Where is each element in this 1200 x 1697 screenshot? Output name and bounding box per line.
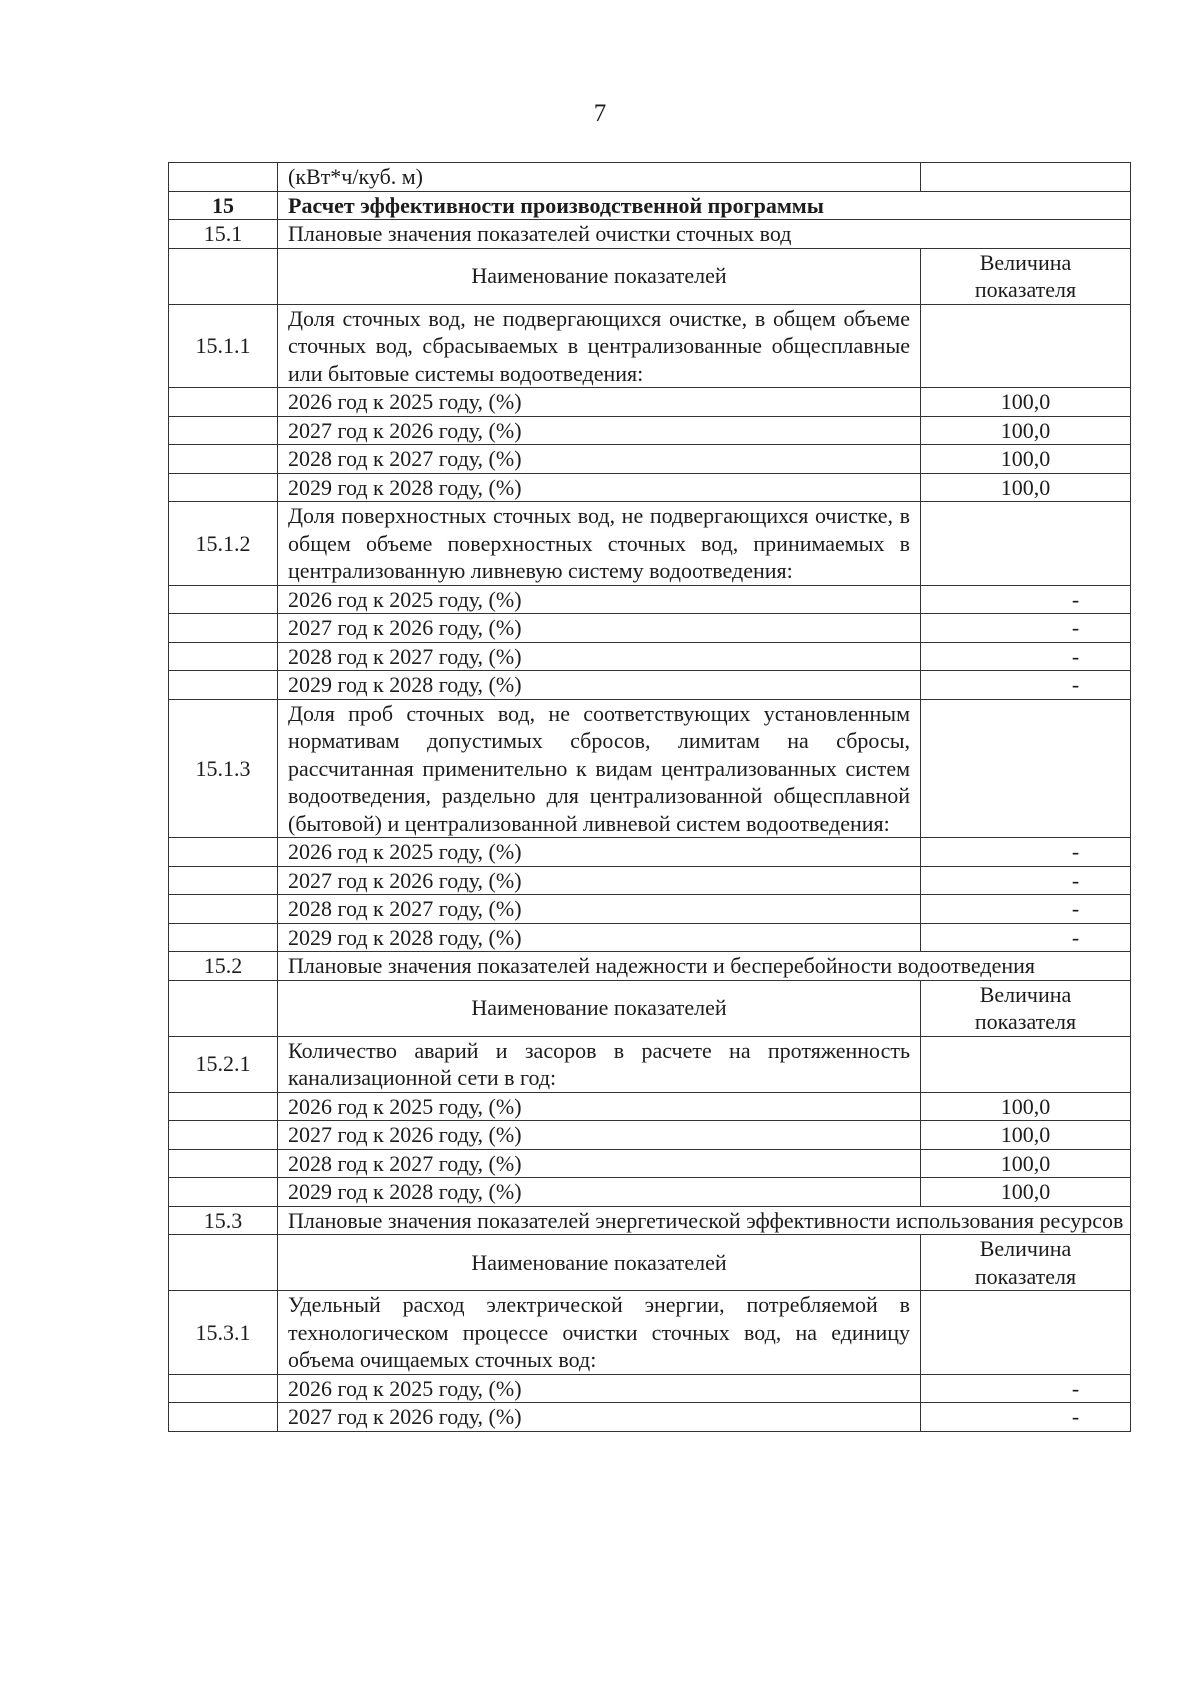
table-row [169, 642, 1131, 671]
row-number [169, 163, 278, 192]
table-row [169, 248, 1131, 304]
table-row [169, 1291, 1131, 1375]
table-row [169, 1206, 1131, 1235]
period-value: - [921, 923, 1131, 952]
table-row [169, 1235, 1131, 1291]
table-row [169, 585, 1131, 614]
period-value: - [921, 838, 1131, 867]
period-label: 2026 год к 2025 году, (%) [278, 838, 921, 867]
table-row [169, 923, 1131, 952]
indicator-value [921, 1036, 1131, 1092]
period-label: 2029 год к 2028 году, (%) [278, 473, 921, 502]
table-row [169, 1374, 1131, 1403]
row-number: 15.3.1 [169, 1291, 278, 1375]
period-label: 2026 год к 2025 году, (%) [278, 1374, 921, 1403]
table-row [169, 952, 1131, 981]
row-number [169, 445, 278, 474]
period-value: - [921, 642, 1131, 671]
row-number [169, 1374, 278, 1403]
column-header-name: Наименование показателей [278, 1235, 921, 1291]
period-value: - [921, 866, 1131, 895]
column-header-value: Величина показателя [921, 248, 1131, 304]
table-row [169, 1092, 1131, 1121]
subsection-title: Плановые значения показателей энергетической эффективности использования ресурсов [278, 1206, 1131, 1235]
period-value: 100,0 [921, 1121, 1131, 1150]
period-label: 2027 год к 2026 году, (%) [278, 614, 921, 643]
table-row [169, 191, 1131, 220]
row-number [169, 388, 278, 417]
table-row [169, 1403, 1131, 1432]
row-number [169, 1235, 278, 1291]
period-label: 2027 год к 2026 году, (%) [278, 866, 921, 895]
indicator-description: Удельный расход электрической энергии, потребляемой в технологическом процессе очистки сточных вод, на единицу объема очищаемых сточных вод: [278, 1291, 921, 1375]
row-number: 15 [169, 191, 278, 220]
period-label: 2029 год к 2028 году, (%) [278, 1178, 921, 1207]
period-label: 2028 год к 2027 году, (%) [278, 895, 921, 924]
row-number: 15.1.1 [169, 304, 278, 388]
table-row [169, 671, 1131, 700]
subsection-title: Плановые значения показателей очистки сточных вод [278, 220, 1131, 249]
indicators-table [168, 162, 1131, 1432]
table-row [169, 895, 1131, 924]
column-header-value: Величина показателя [921, 980, 1131, 1036]
period-value: 100,0 [921, 1092, 1131, 1121]
row-number [169, 895, 278, 924]
column-header-name: Наименование показателей [278, 248, 921, 304]
table-row [169, 1178, 1131, 1207]
row-number [169, 1178, 278, 1207]
indicator-description: Доля сточных вод, не подвергающихся очистке, в общем объеме сточных вод, сбрасываемых в централизованные общесплавные или бытовые системы водоотведения: [278, 304, 921, 388]
table-row [169, 699, 1131, 838]
period-value: - [921, 671, 1131, 700]
period-label: 2028 год к 2027 году, (%) [278, 642, 921, 671]
table-row [169, 1149, 1131, 1178]
indicator-value [921, 1291, 1131, 1375]
table-row [169, 614, 1131, 643]
row-number: 15.2.1 [169, 1036, 278, 1092]
period-value: 100,0 [921, 445, 1131, 474]
table-row [169, 980, 1131, 1036]
table-row [169, 473, 1131, 502]
period-label: 2029 год к 2028 году, (%) [278, 923, 921, 952]
column-header-name: Наименование показателей [278, 980, 921, 1036]
row-number [169, 866, 278, 895]
subsection-title: Плановые значения показателей надежности и бесперебойности водоотведения [278, 952, 1131, 981]
indicator-description: Количество аварий и засоров в расчете на протяженность канализационной сети в год: [278, 1036, 921, 1092]
row-number [169, 838, 278, 867]
row-number: 15.2 [169, 952, 278, 981]
table-row [169, 502, 1131, 586]
page-number: 7 [593, 100, 607, 127]
indicator-description: Доля поверхностных сточных вод, не подвергающихся очистке, в общем объеме поверхностных сточных вод, принимаемых в централизованную ливневую систему водоотведения: [278, 502, 921, 586]
row-number [169, 980, 278, 1036]
section-title: Расчет эффективности производственной программы [278, 191, 1131, 220]
period-value: 100,0 [921, 388, 1131, 417]
period-value: - [921, 1403, 1131, 1432]
table-row [169, 866, 1131, 895]
row-number [169, 416, 278, 445]
period-value: - [921, 1374, 1131, 1403]
row-number [169, 585, 278, 614]
table-row [169, 1036, 1131, 1092]
indicator-value [921, 502, 1131, 586]
table-row [169, 445, 1131, 474]
table-row [169, 220, 1131, 249]
row-number [169, 248, 278, 304]
period-label: 2028 год к 2027 году, (%) [278, 445, 921, 474]
period-label: (кВт*ч/куб. м) [278, 163, 921, 192]
indicator-description: Доля проб сточных вод, не соответствующих установленным нормативам допустимых сбросов, лимитам на сбросы, рассчитанная применительно к видам централизованных систем водоотведения, раздельно для централизованной общесплавной (бытовой) и централизованной ливневой систем водоотведения: [278, 699, 921, 838]
period-label: 2026 год к 2025 году, (%) [278, 388, 921, 417]
period-label: 2027 год к 2026 году, (%) [278, 416, 921, 445]
period-value: - [921, 895, 1131, 924]
row-number [169, 473, 278, 502]
row-number: 15.3 [169, 1206, 278, 1235]
row-number [169, 1121, 278, 1150]
period-value: - [921, 614, 1131, 643]
table-row [169, 1121, 1131, 1150]
period-value: 100,0 [921, 1149, 1131, 1178]
row-number [169, 1092, 278, 1121]
table-row [169, 304, 1131, 388]
row-number: 15.1 [169, 220, 278, 249]
period-label: 2027 год к 2026 году, (%) [278, 1121, 921, 1150]
row-number [169, 642, 278, 671]
row-number [169, 614, 278, 643]
row-number [169, 1403, 278, 1432]
table-row [169, 388, 1131, 417]
column-header-value: Величина показателя [921, 1235, 1131, 1291]
period-value: - [921, 585, 1131, 614]
period-value [921, 163, 1131, 192]
row-number: 15.1.2 [169, 502, 278, 586]
period-label: 2026 год к 2025 году, (%) [278, 1092, 921, 1121]
period-value: 100,0 [921, 473, 1131, 502]
row-number [169, 671, 278, 700]
period-label: 2026 год к 2025 году, (%) [278, 585, 921, 614]
indicator-value [921, 304, 1131, 388]
indicator-value [921, 699, 1131, 838]
period-label: 2029 год к 2028 году, (%) [278, 671, 921, 700]
table-row [169, 838, 1131, 867]
period-label: 2027 год к 2026 году, (%) [278, 1403, 921, 1432]
table-row [169, 163, 1131, 192]
table-row [169, 416, 1131, 445]
row-number [169, 923, 278, 952]
period-label: 2028 год к 2027 году, (%) [278, 1149, 921, 1178]
row-number [169, 1149, 278, 1178]
row-number: 15.1.3 [169, 699, 278, 838]
period-value: 100,0 [921, 416, 1131, 445]
period-value: 100,0 [921, 1178, 1131, 1207]
